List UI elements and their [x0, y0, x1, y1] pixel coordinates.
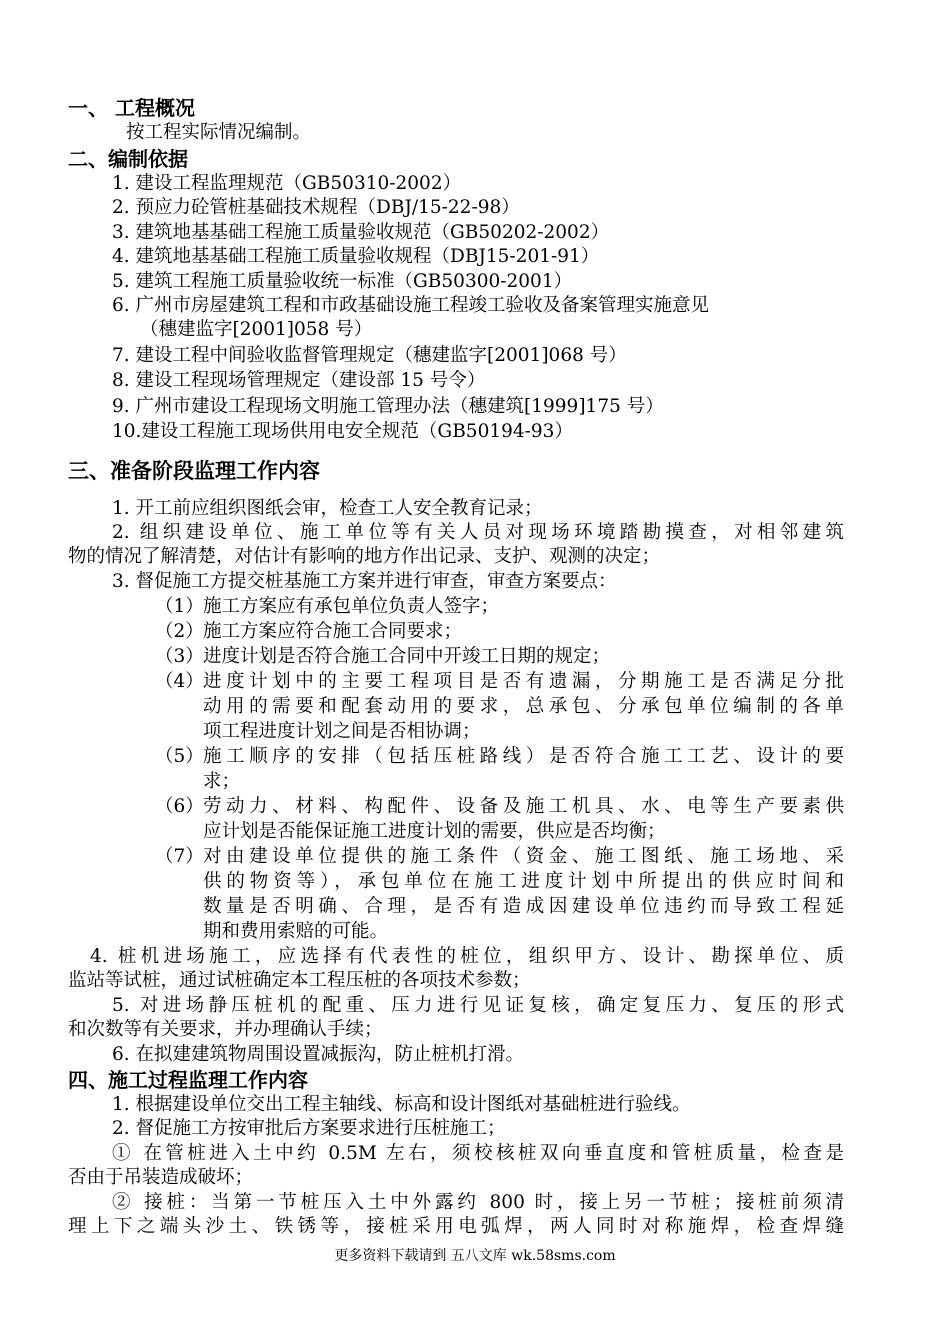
- sub-item-text: 施工顺序的安排（包括压桩路线）是否符合施工工艺、设计的要: [203, 746, 844, 767]
- sub-item-text: 供的物资等），承包单位在施工进度计划中所提出的供应时间和: [203, 871, 844, 892]
- reference-item: 8. 建设工程现场管理规定（建设部 15 号令）: [112, 370, 486, 391]
- sub-item-marker: （3）: [155, 646, 204, 667]
- sub-item-marker: （6）: [155, 796, 204, 817]
- paragraph-line: 和次数等有关要求，并办理确认手续；: [68, 1019, 383, 1040]
- sub-item-marker: （5）: [155, 746, 204, 767]
- sub-item-text: 进度计划是否符合施工合同中开竣工日期的规定；: [203, 646, 611, 667]
- reference-item: 2. 预应力砼管桩基础技术规程（DBJ/15-22-98）: [112, 197, 520, 218]
- reference-item: 1. 建设工程监理规范（GB50310-2002）: [112, 173, 462, 194]
- sub-item-text: 进度计划中的主要工程项目是否有遗漏，分期施工是否满足分批: [203, 671, 844, 692]
- sub-item-text: 数量是否明确、合理，是否有造成因建设单位违约而导致工程延: [203, 896, 844, 917]
- section-4-title: 四、施工过程监理工作内容: [68, 1068, 308, 1092]
- section-3-title: 三、准备阶段监理工作内容: [68, 459, 320, 483]
- reference-item: 9. 广州市建设工程现场文明施工管理办法（穗建筑[1999]175 号）: [112, 396, 664, 417]
- sub-item-marker: （2）: [155, 621, 204, 642]
- paragraph-line: 3. 督促施工方提交桩基施工方案并进行审查，审查方案要点：: [112, 571, 617, 592]
- paragraph-line: 4. 桩机进场施工，应选择有代表性的桩位，组织甲方、设计、勘探单位、质: [90, 946, 844, 967]
- page-footer: 更多资料下载请到 五八文库 wk.58sms.com: [334, 1248, 616, 1264]
- sub-item-text: 施工方案应符合施工合同要求；: [203, 621, 463, 642]
- reference-item-cont: （穗建监字[2001]058 号）: [140, 319, 373, 340]
- section-1-body: 按工程实际情况编制。: [126, 122, 312, 143]
- reference-item: 6. 广州市房屋建筑工程和市政基础设施工程竣工验收及备案管理实施意见: [112, 295, 710, 316]
- sub-item-marker: （4）: [155, 671, 204, 692]
- reference-item: 3. 建筑地基基础工程施工质量验收规范（GB50202-2002）: [112, 222, 610, 243]
- paragraph-line: 否由于吊装造成破坏；: [68, 1167, 254, 1188]
- sub-item-marker: （7）: [155, 846, 204, 867]
- sub-item-text: 劳动力、材料、构配件、设备及施工机具、水、电等生产要素供: [203, 796, 844, 817]
- paragraph-line: 2. 督促施工方按审批后方案要求进行压桩施工；: [112, 1118, 506, 1139]
- sub-item-text: 施工方案应有承包单位负责人签字；: [203, 596, 500, 617]
- sub-item-text: 对由建设单位提供的施工条件（资金、施工图纸、施工场地、采: [203, 846, 844, 867]
- reference-item: 7. 建设工程中间验收监督管理规定（穗建监字[2001]068 号）: [112, 345, 627, 366]
- paragraph-line: 物的情况了解清楚，对估计有影响的地方作出记录、支护、观测的决定；: [68, 546, 661, 567]
- reference-item: 4. 建筑地基基础工程施工质量验收规程（DBJ15-201-91）: [112, 246, 600, 267]
- reference-item: 10.建设工程施工现场供用电安全规范（GB50194-93）: [112, 421, 573, 442]
- sub-item-marker: （1）: [155, 596, 204, 617]
- paragraph-line: 6. 在拟建建筑物周围设置减振沟，防止桩机打滑。: [112, 1044, 525, 1065]
- sub-item-text: 求；: [203, 771, 241, 792]
- reference-item: 5. 建筑工程施工质量验收统一标准（GB50300-2001）: [112, 271, 573, 292]
- paragraph-line: ① 在管桩进入土中约 0.5M 左右，须校核桩双向垂直度和管桩质量，检查是: [112, 1143, 844, 1164]
- paragraph-line: 监站等试桩，通过试桩确定本工程压桩的各项技术参数；: [68, 970, 531, 991]
- paragraph-line: ② 接桩：当第一节桩压入土中外露约 800 时，接上另一节桩；接桩前须清: [112, 1192, 844, 1213]
- paragraph-line: 5. 对进场静压桩机的配重、压力进行见证复核，确定复压力、复压的形式: [112, 995, 844, 1016]
- sub-item-text: 应计划是否能保证施工进度计划的需要，供应是否均衡；: [203, 821, 666, 842]
- sub-item-text: 项工程进度计划之间是否相协调；: [203, 721, 481, 742]
- paragraph-line: 理上下之端头沙土、铁锈等，接桩采用电弧焊，两人同时对称施焊，检查焊缝: [68, 1216, 844, 1237]
- section-1-title: 一、 工程概况: [68, 96, 195, 120]
- paragraph-line: 1. 根据建设单位交出工程主轴线、标高和设计图纸对基础桩进行验线。: [112, 1094, 691, 1115]
- paragraph-line: 1. 开工前应组织图纸会审，检查工人安全教育记录；: [112, 498, 543, 519]
- paragraph-line: 2. 组织建设单位、施工单位等有关人员对现场环境踏勘摸查，对相邻建筑: [112, 522, 844, 543]
- section-2-title: 二、编制依据: [68, 147, 188, 171]
- sub-item-text: 期和费用索赔的可能。: [203, 921, 389, 942]
- sub-item-text: 动用的需要和配套动用的要求，总承包、分承包单位编制的各单: [203, 696, 844, 717]
